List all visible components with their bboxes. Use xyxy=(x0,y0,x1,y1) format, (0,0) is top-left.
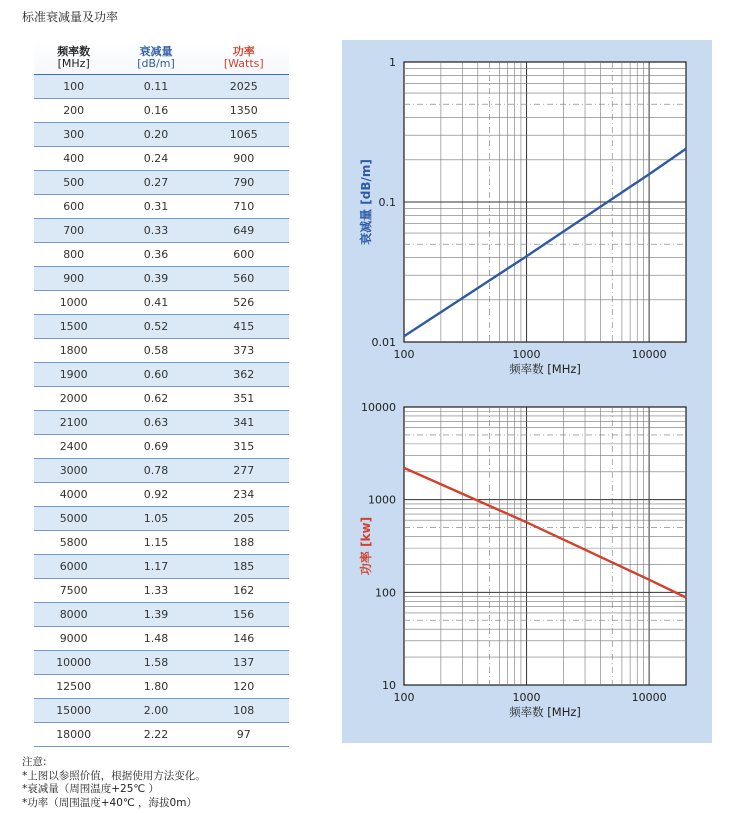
cell-frequency: 4000 xyxy=(59,487,88,501)
cell-attenuation: 0.41 xyxy=(143,295,169,309)
chart-1 xyxy=(358,56,686,376)
table-row xyxy=(34,410,289,434)
cell-frequency: 5000 xyxy=(59,511,88,525)
table-row xyxy=(34,386,289,410)
cell-frequency: 15000 xyxy=(56,703,92,717)
cell-power: 710 xyxy=(233,199,255,213)
cell-attenuation: 0.11 xyxy=(143,79,169,93)
table-row xyxy=(34,170,289,194)
page-title: 标准衰减量及功率 xyxy=(22,10,119,24)
cell-attenuation: 2.00 xyxy=(143,703,169,717)
table-row xyxy=(34,434,289,458)
cell-power: 362 xyxy=(233,367,255,381)
table-row xyxy=(34,74,289,98)
cell-frequency: 12500 xyxy=(56,679,92,693)
cell-frequency: 600 xyxy=(63,199,85,213)
cell-power: 1350 xyxy=(229,103,258,117)
cell-power: 234 xyxy=(233,487,255,501)
chart-2 xyxy=(358,401,686,719)
header-frequency: 频率数 [MHz] xyxy=(34,40,113,74)
cell-power: 185 xyxy=(233,559,255,573)
cell-attenuation: 0.20 xyxy=(143,127,169,141)
cell-frequency: 900 xyxy=(63,271,85,285)
cell-attenuation: 0.16 xyxy=(143,103,169,117)
table-row xyxy=(34,98,289,122)
cell-attenuation: 1.80 xyxy=(143,679,169,693)
header-attenuation: 衰减量 [dB/m] xyxy=(113,40,198,74)
cell-attenuation: 0.33 xyxy=(143,223,169,237)
cell-power: 373 xyxy=(233,343,255,357)
y-axis-label: 功率 [kw] xyxy=(359,516,373,576)
cell-power: 526 xyxy=(233,295,255,309)
cell-frequency: 700 xyxy=(63,223,85,237)
cell-power: 315 xyxy=(233,439,255,453)
table-row xyxy=(34,314,289,338)
note-line: *功率（周围温度+40℃ ，海拔0m） xyxy=(22,796,197,809)
cell-attenuation: 2.22 xyxy=(143,727,169,741)
table-row xyxy=(34,266,289,290)
cell-attenuation: 0.92 xyxy=(143,487,169,501)
spec-table-wrapper xyxy=(34,40,289,747)
cell-power: 341 xyxy=(233,415,255,429)
cell-frequency: 1500 xyxy=(59,319,88,333)
x-axis-label: 频率数 [MHz] xyxy=(509,362,581,376)
table-row xyxy=(34,338,289,362)
cell-frequency: 2400 xyxy=(59,439,88,453)
note-line: *衰减量（周围温度+25℃ ） xyxy=(22,783,160,795)
header-power: 功率 [Watts] xyxy=(199,40,289,74)
cell-frequency: 1800 xyxy=(59,343,88,357)
cell-attenuation: 0.36 xyxy=(143,247,169,261)
cell-attenuation: 0.31 xyxy=(143,199,169,213)
table-row xyxy=(34,482,289,506)
notes xyxy=(22,756,206,810)
cell-attenuation: 0.27 xyxy=(143,175,169,189)
cell-attenuation: 0.39 xyxy=(143,271,169,285)
cell-attenuation: 0.78 xyxy=(143,463,169,477)
cell-power: 600 xyxy=(233,247,255,261)
table-row xyxy=(34,122,289,146)
cell-attenuation: 1.58 xyxy=(143,655,169,669)
cell-power: 137 xyxy=(233,655,255,669)
cell-frequency: 200 xyxy=(63,103,85,117)
y-axis-label: 衰减量 [dB/m] xyxy=(359,159,373,245)
y-tick-label: 0.01 xyxy=(371,336,396,349)
cell-frequency: 18000 xyxy=(56,727,92,741)
cell-power: 2025 xyxy=(229,79,258,93)
cell-frequency: 400 xyxy=(63,151,85,165)
cell-attenuation: 1.17 xyxy=(143,559,169,573)
cell-power: 188 xyxy=(233,535,255,549)
cell-frequency: 500 xyxy=(63,175,85,189)
x-tick-label: 1000 xyxy=(512,348,541,361)
table-row xyxy=(34,506,289,530)
y-tick-label: 1000 xyxy=(368,493,396,507)
cell-power: 277 xyxy=(233,463,255,477)
chart-panel xyxy=(342,40,712,743)
cell-frequency: 2000 xyxy=(59,391,88,405)
cell-attenuation: 1.15 xyxy=(143,535,169,549)
notes-title: 注意: xyxy=(22,756,47,768)
table-row xyxy=(34,218,289,242)
table-row xyxy=(34,626,289,650)
charts-svg xyxy=(342,40,712,743)
cell-power: 900 xyxy=(233,151,255,165)
cell-frequency: 7500 xyxy=(59,583,88,597)
x-axis-label: 频率数 [MHz] xyxy=(509,705,581,719)
cell-attenuation: 0.52 xyxy=(143,319,169,333)
cell-attenuation: 0.58 xyxy=(143,343,169,357)
cell-frequency: 3000 xyxy=(59,463,88,477)
table-row xyxy=(34,650,289,674)
cell-power: 108 xyxy=(233,703,255,717)
y-tick-label: 100 xyxy=(375,586,396,600)
cell-power: 415 xyxy=(233,319,255,333)
y-tick-label: 10 xyxy=(382,679,396,692)
cell-frequency: 6000 xyxy=(59,559,88,573)
cell-attenuation: 1.39 xyxy=(143,607,169,621)
cell-power: 146 xyxy=(233,631,255,645)
cell-power: 205 xyxy=(233,511,255,525)
cell-attenuation: 0.63 xyxy=(143,415,169,429)
cell-attenuation: 1.33 xyxy=(143,583,169,597)
cell-power: 97 xyxy=(236,727,251,741)
y-tick-label: 10000 xyxy=(361,401,396,414)
table-row xyxy=(34,602,289,626)
cell-attenuation: 0.62 xyxy=(143,391,169,405)
table-row xyxy=(34,458,289,482)
cell-attenuation: 1.48 xyxy=(143,631,169,645)
table-row xyxy=(34,194,289,218)
table-row xyxy=(34,362,289,386)
cell-attenuation: 0.60 xyxy=(143,367,169,381)
table-row xyxy=(34,674,289,698)
cell-power: 560 xyxy=(233,271,255,285)
table-row xyxy=(34,554,289,578)
table-row xyxy=(34,578,289,602)
cell-frequency: 9000 xyxy=(59,631,88,645)
spec-table xyxy=(34,40,289,747)
x-tick-label: 100 xyxy=(393,348,415,361)
cell-frequency: 8000 xyxy=(59,607,88,621)
cell-attenuation: 0.24 xyxy=(143,151,169,165)
x-tick-label: 10000 xyxy=(631,691,667,704)
table-row xyxy=(34,146,289,170)
table-row xyxy=(34,722,289,746)
cell-frequency: 2100 xyxy=(59,415,88,429)
y-tick-label: 1 xyxy=(389,56,396,69)
cell-frequency: 100 xyxy=(63,79,85,93)
cell-frequency: 5800 xyxy=(59,535,88,549)
cell-power: 790 xyxy=(233,175,255,189)
cell-power: 162 xyxy=(233,583,255,597)
cell-frequency: 300 xyxy=(63,127,85,141)
table-row xyxy=(34,698,289,722)
cell-power: 649 xyxy=(233,223,255,237)
cell-frequency: 1900 xyxy=(59,367,88,381)
x-tick-label: 10000 xyxy=(631,348,667,361)
cell-attenuation: 1.05 xyxy=(143,511,169,525)
table-row xyxy=(34,242,289,266)
table-row xyxy=(34,290,289,314)
cell-attenuation: 0.69 xyxy=(143,439,169,453)
table-body xyxy=(34,74,289,746)
cell-power: 156 xyxy=(233,607,255,621)
cell-power: 1065 xyxy=(229,127,258,141)
x-tick-label: 100 xyxy=(393,691,415,704)
cell-frequency: 10000 xyxy=(56,655,92,669)
table-row xyxy=(34,530,289,554)
cell-frequency: 1000 xyxy=(59,295,88,309)
cell-power: 351 xyxy=(233,391,255,405)
x-tick-label: 1000 xyxy=(512,691,541,704)
cell-frequency: 800 xyxy=(63,247,85,261)
cell-power: 120 xyxy=(233,679,255,693)
y-tick-label: 0.1 xyxy=(378,196,396,209)
note-line: *上图以参照价值，根据使用方法变化。 xyxy=(22,769,206,782)
